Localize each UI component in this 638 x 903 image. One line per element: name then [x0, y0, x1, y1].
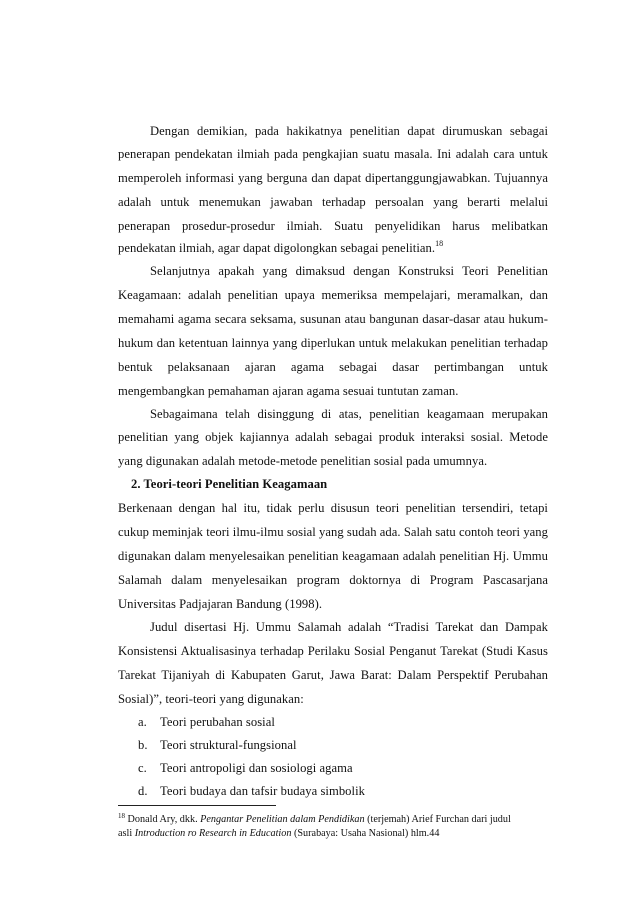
paragraph-line: yang digunakan adalah metode-metode penelitian sosial pada umumnya.: [118, 454, 488, 468]
paragraph-line: Sosial)”, teori-teori yang digunakan:: [118, 692, 304, 706]
paragraph-line: penerapan prosedur-prosedur ilmiah. Suatu penyelidikan harus melibatkan: [118, 219, 548, 233]
list-item: [138, 760, 548, 776]
list-item: [138, 783, 548, 799]
paragraph-line: Universitas Padjajaran Bandung (1998).: [118, 597, 323, 611]
list-item-text: Teori budaya dan tafsir budaya simbolik: [160, 784, 365, 798]
list-marker: d.: [138, 784, 148, 798]
paragraph-line: penerapan pendekatan ilmiah pada pengkajian suatu masala. Ini adalah cara untuk: [118, 147, 548, 161]
paragraph-line: Judul disertasi Hj. Ummu Salamah adalah “Tradisi Tarekat dan Dampak: [150, 620, 548, 634]
footnote-text: asli: [118, 828, 135, 839]
paragraph-line: Salamah dalam menyelesaikan program doktornya di Program Pascasarjana: [118, 573, 548, 587]
list-item: [138, 737, 548, 753]
footnote-number: 18: [118, 812, 125, 820]
paragraph-line: Berkenaan dengan hal itu, tidak perlu disusun teori penelitian tersendiri, tetapi: [118, 501, 548, 515]
footnote-text: (terjemah) Arief Furchan dari judul: [364, 814, 511, 825]
list-item-text: Teori antropoligi dan sosiologi agama: [160, 761, 353, 775]
list-marker: c.: [138, 761, 147, 775]
paragraph-line: mengembangkan pemahaman ajaran agama sesuai tuntutan zaman.: [118, 384, 459, 398]
paragraph-line: digunakan dalam menyelesaikan penelitian keagamaan adalah penelitian Hj. Ummu: [118, 549, 548, 563]
paragraph-line: Selanjutnya apakah yang dimaksud dengan Konstruksi Teori Penelitian: [150, 264, 548, 278]
paragraph-line: Konsistensi Aktualisasinya terhadap Perilaku Sosial Penganut Tarekat (Studi Kasus: [118, 644, 548, 658]
footnote-title: Pengantar Penelitian dalam Pendidikan: [200, 814, 365, 825]
footnote: [118, 813, 511, 826]
paragraph-line: adalah untuk menemukan jawaban terhadap persoalan yang berarti melalui: [118, 195, 548, 209]
paragraph-line: Sebagaimana telah disinggung di atas, penelitian keagamaan merupakan: [150, 407, 548, 421]
paragraph-line: bentuk pelaksanaan ajaran agama sebagai dasar pertimbangan untuk: [118, 360, 548, 374]
paragraph-line: penelitian yang objek kajiannya adalah sebagai produk interaksi sosial. Metode: [118, 430, 548, 444]
footnote-text: (Surabaya: Usaha Nasional) hlm.44: [291, 828, 440, 839]
paragraph-line: Dengan demikian, pada hakikatnya penelitian dapat dirumuskan sebagai: [150, 124, 548, 138]
footnote-reference[interactable]: 18: [435, 239, 444, 248]
footnote-author: Donald Ary, dkk.: [125, 814, 201, 825]
paragraph-line: hukum dan ketentuan lainnya yang diperlukan untuk melakukan penelitian terhadap: [118, 336, 548, 350]
paragraph-line: Tarekat Tijaniyah di Kabupaten Garut, Jawa Barat: Dalam Perspektif Perubahan: [118, 668, 548, 682]
footnote-line: [118, 827, 439, 840]
footnote-divider: [118, 805, 276, 806]
footnote-original-title: Introduction ro Research in Education: [134, 828, 292, 839]
list-item-text: Teori struktural-fungsional: [160, 738, 297, 752]
section-heading: 2. Teori-teori Penelitian Keagamaan: [131, 477, 328, 491]
list-marker: b.: [138, 738, 148, 752]
list-item-text: Teori perubahan sosial: [160, 715, 275, 729]
paragraph-line: memahami agama secara seksama, susunan atau bangunan dasar-dasar atau hukum-: [118, 312, 548, 326]
paragraph-line: memperoleh informasi yang berguna dan dapat dipertanggungjawabkan. Tujuannya: [118, 171, 548, 185]
paragraph-line-text: pendekatan ilmiah, agar dapat digolongkan sebagai penelitian.: [118, 241, 436, 255]
paragraph-line: [118, 240, 548, 256]
paragraph-line: Keagamaan: adalah penelitian upaya memeriksa mempelajari, meramalkan, dan: [118, 288, 548, 302]
list-marker: a.: [138, 715, 147, 729]
paragraph-line: cukup meminjak teori ilmu-ilmu sosial yang sudah ada. Salah satu contoh teori yang: [118, 525, 548, 539]
list-item: [138, 714, 548, 730]
